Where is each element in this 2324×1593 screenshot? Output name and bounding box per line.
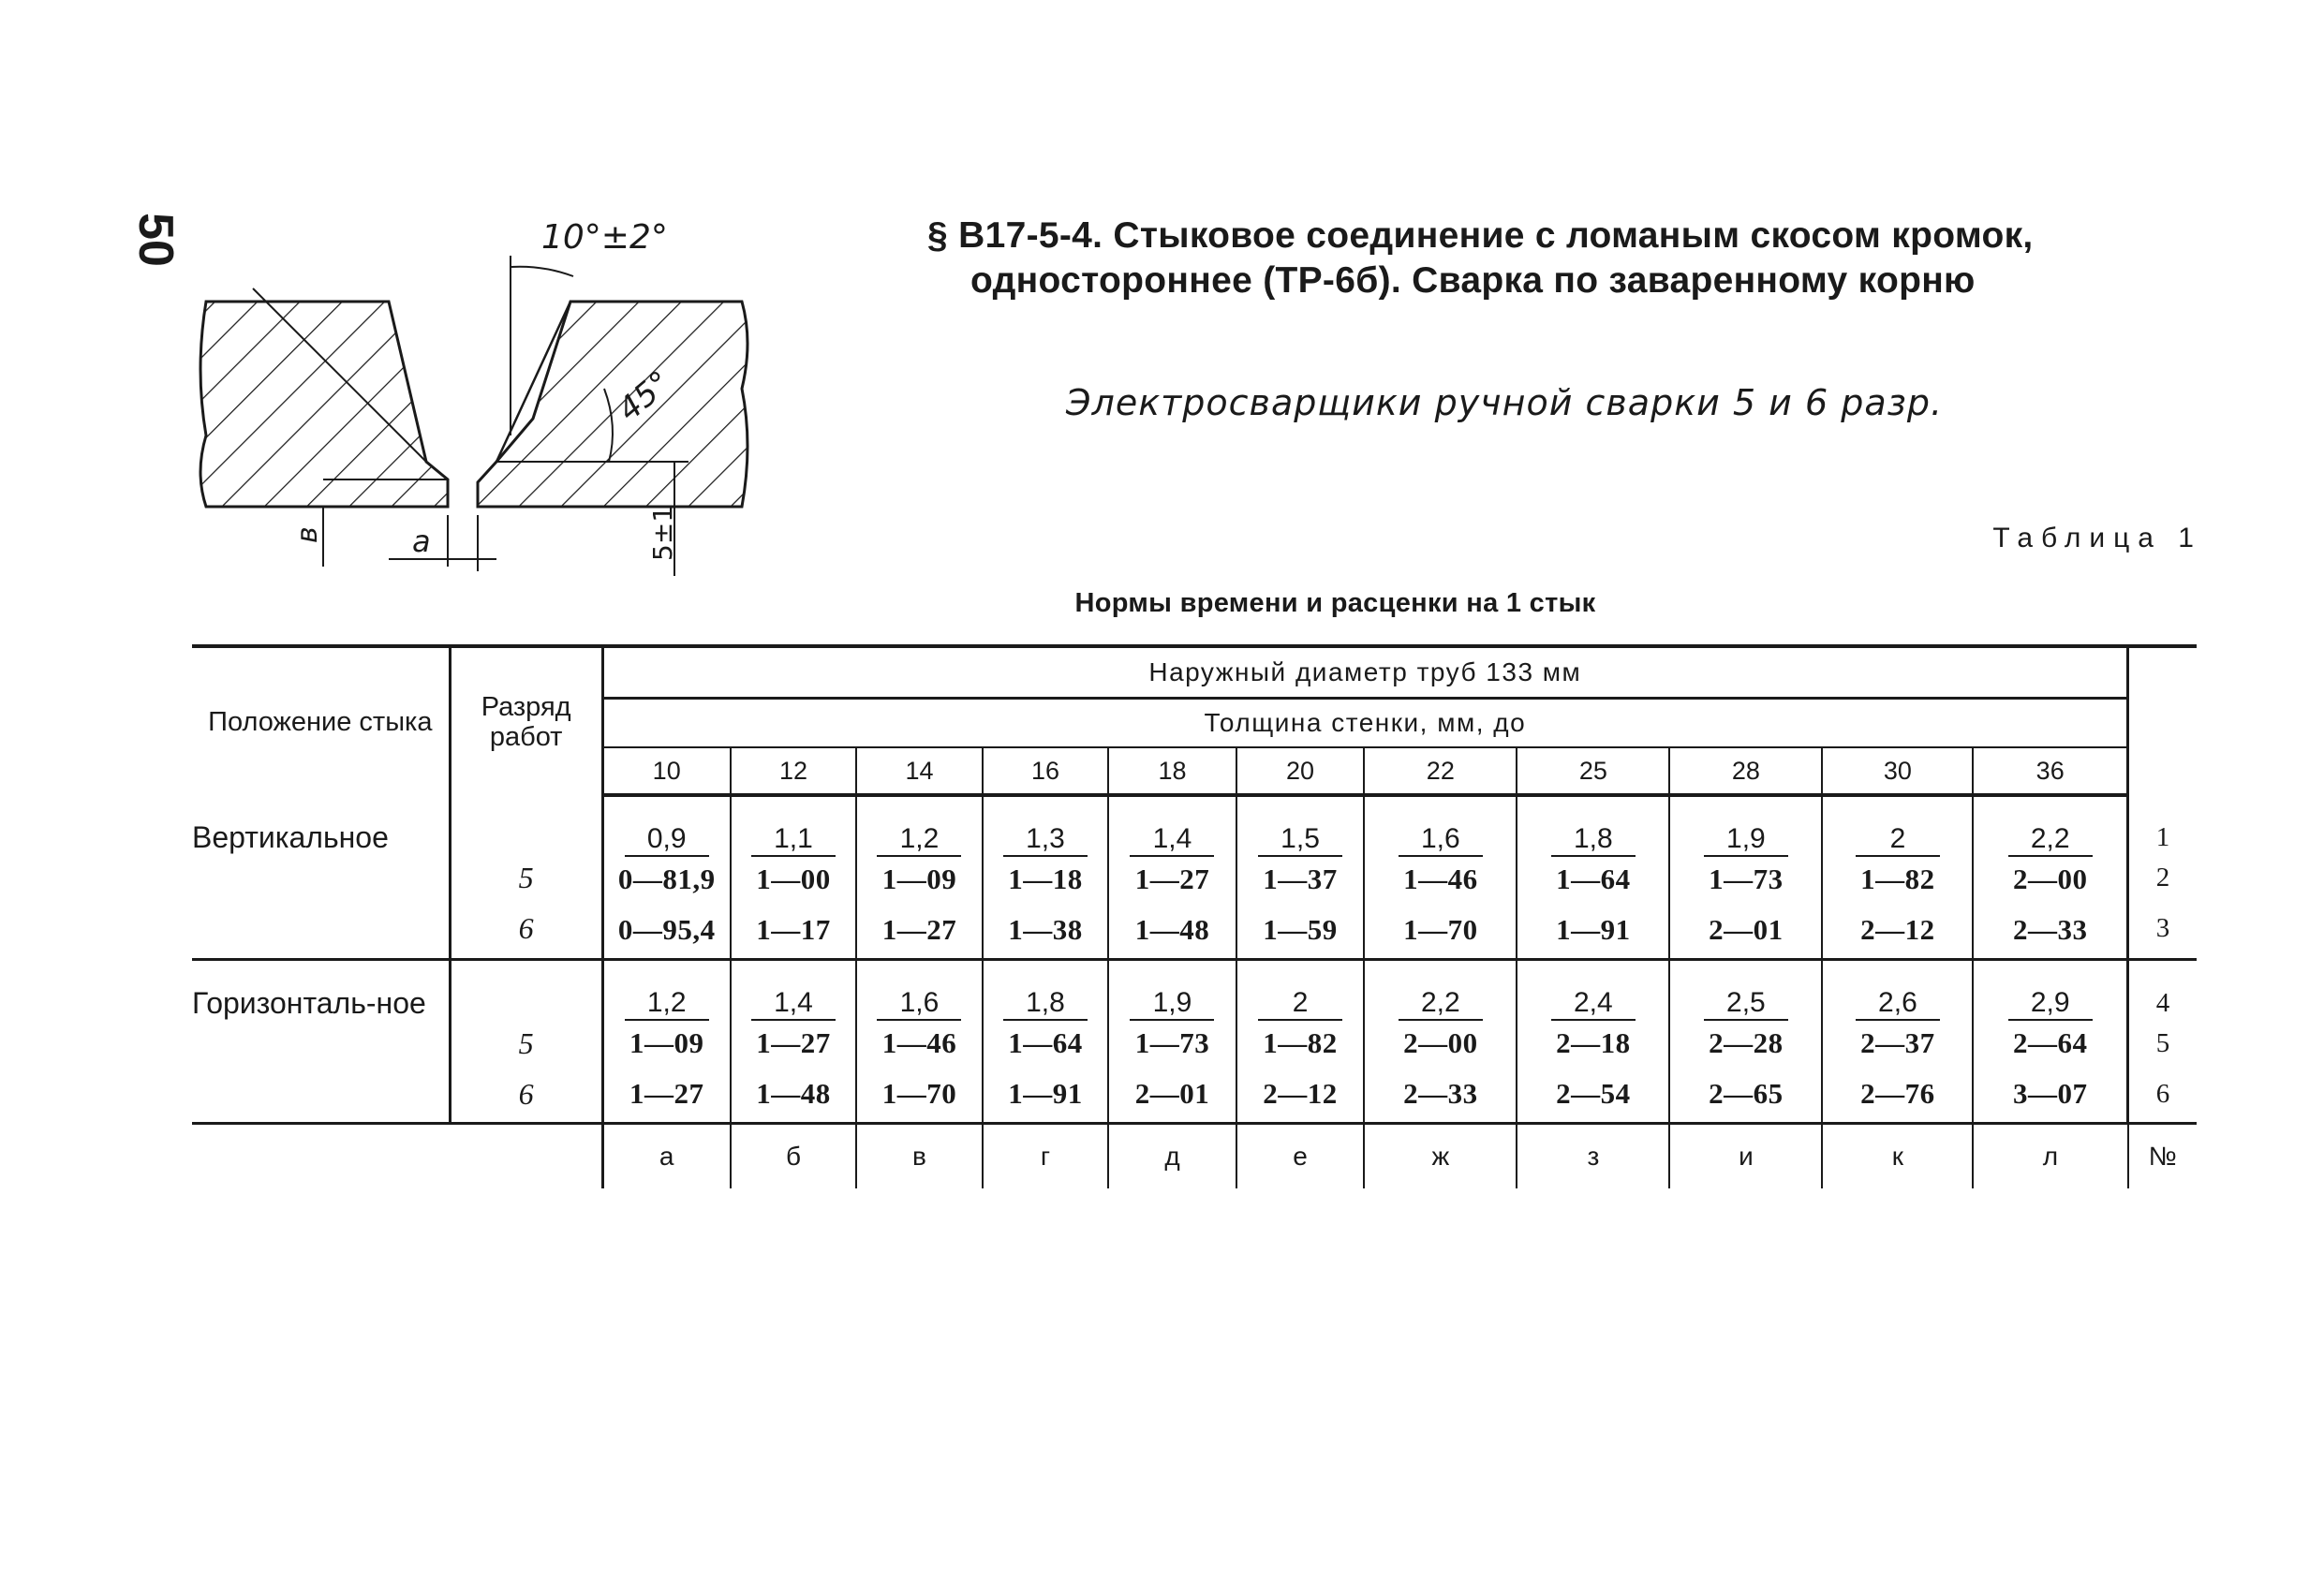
row-number: 2 <box>2155 863 2170 892</box>
thickness-cell: 22 <box>1364 747 1517 795</box>
razr-value: 5 <box>518 861 534 894</box>
time-norm: 2,9 <box>2008 987 2093 1021</box>
letters-row <box>192 1124 2197 1189</box>
header-razr: Разряд работ <box>450 646 602 795</box>
left-plate <box>200 302 448 507</box>
value-cell <box>1108 795 1236 960</box>
value-cell <box>1108 960 1236 1124</box>
row-numbers <box>2128 960 2198 1124</box>
price-razr-5: 1—27 <box>1134 863 1210 895</box>
header-position: Положение стыка <box>192 646 450 795</box>
thickness-cell: 10 <box>602 747 731 795</box>
table-label: Таблица 1 <box>1992 523 2202 553</box>
position-label: Горизонталь-ное <box>192 986 426 1020</box>
position-cell <box>192 795 450 960</box>
value-cell <box>1822 795 1973 960</box>
price-razr-6: 1—48 <box>1134 913 1210 946</box>
price-razr-5: 1—82 <box>1860 863 1935 895</box>
row-number: 4 <box>2155 988 2170 1018</box>
value-cell <box>1517 960 1669 1124</box>
column-letter: г <box>983 1124 1109 1189</box>
time-norm: 1,2 <box>877 823 961 857</box>
angle-top-label: 10°±2° <box>541 218 668 257</box>
thickness-cell: 16 <box>983 747 1109 795</box>
row-number: 1 <box>2155 822 2170 852</box>
dim-a-label: а <box>412 524 431 559</box>
price-razr-6: 2—33 <box>1403 1077 1478 1110</box>
title-line-2: одностороннее (ТР-6б). Сварка по заваренному корню <box>970 260 1976 301</box>
price-razr-5: 1—18 <box>1008 863 1083 895</box>
thickness-cell: 12 <box>731 747 857 795</box>
value-cell <box>1822 960 1973 1124</box>
time-norm: 2,2 <box>1399 987 1483 1021</box>
price-razr-6: 3—07 <box>2012 1077 2088 1110</box>
value-cell <box>1669 795 1822 960</box>
header-diameter: Наружный диаметр труб 133 мм <box>602 646 2127 699</box>
time-norm: 1,6 <box>877 987 961 1021</box>
value-cell <box>602 795 731 960</box>
price-razr-5: 1—27 <box>756 1026 831 1059</box>
time-norm: 1,8 <box>1551 823 1636 857</box>
price-razr-6: 1—59 <box>1263 913 1338 946</box>
price-razr-5: 1—73 <box>1134 1026 1210 1059</box>
thickness-cell: 30 <box>1822 747 1973 795</box>
time-norm: 1,9 <box>1704 823 1788 857</box>
group-row <box>192 795 2197 960</box>
column-letter: ж <box>1364 1124 1517 1189</box>
price-razr-5: 2—18 <box>1556 1026 1631 1059</box>
time-norm: 2,5 <box>1704 987 1788 1021</box>
price-razr-6: 1—38 <box>1008 913 1083 946</box>
value-cell <box>983 960 1109 1124</box>
time-norm: 1,6 <box>1399 823 1483 857</box>
price-razr-6: 1—27 <box>629 1077 704 1110</box>
column-letter: з <box>1517 1124 1669 1189</box>
value-cell <box>1364 795 1517 960</box>
column-letter: к <box>1822 1124 1973 1189</box>
section-title <box>927 214 2164 303</box>
price-razr-5: 2—00 <box>2012 863 2088 895</box>
time-norm: 2 <box>1258 987 1342 1021</box>
price-razr-5: 1—37 <box>1263 863 1338 895</box>
header-thickness: Толщина стенки, мм, до <box>602 699 2127 748</box>
price-razr-6: 2—12 <box>1860 913 1935 946</box>
price-razr-6: 0—95,4 <box>617 913 716 946</box>
time-norm: 2,4 <box>1551 987 1636 1021</box>
page-number: 50 <box>128 213 183 267</box>
value-cell <box>1517 795 1669 960</box>
razr-value: 6 <box>518 1077 534 1111</box>
thickness-cell: 14 <box>856 747 983 795</box>
thickness-cell: 18 <box>1108 747 1236 795</box>
value-cell <box>731 795 857 960</box>
row-numbers <box>2128 795 2198 960</box>
price-razr-5: 1—64 <box>1556 863 1631 895</box>
time-norm: 1,9 <box>1130 987 1214 1021</box>
column-letter: а <box>602 1124 731 1189</box>
dim-root-label: 5±1 <box>647 505 678 561</box>
title-line-1: § В17-5-4. Стыковое соединение с ломаным скосом кромок, <box>927 215 2034 256</box>
number-sign: № <box>2128 1124 2198 1189</box>
dim-b-label: в <box>291 526 324 543</box>
value-cell <box>602 960 731 1124</box>
thickness-cell: 25 <box>1517 747 1669 795</box>
price-razr-5: 2—37 <box>1860 1026 1935 1059</box>
time-norm: 1,2 <box>625 987 709 1021</box>
header-blank <box>2128 646 2198 795</box>
column-letter: в <box>856 1124 983 1189</box>
time-norm: 1,8 <box>1003 987 1088 1021</box>
column-letter: б <box>731 1124 857 1189</box>
razr-value: 5 <box>518 1026 534 1060</box>
workers-subtitle: Электросварщики ручной сварки 5 и 6 разр. <box>1066 382 1944 423</box>
row-number: 5 <box>2155 1028 2170 1058</box>
time-norm: 2,2 <box>2008 823 2093 857</box>
norms-table <box>192 644 2197 1188</box>
table-caption: Нормы времени и расценки на 1 стык <box>1074 588 1596 618</box>
razr-cell <box>450 795 602 960</box>
price-razr-6: 1—91 <box>1556 913 1631 946</box>
time-norm: 1,4 <box>751 987 836 1021</box>
price-razr-5: 0—81,9 <box>617 863 716 895</box>
price-razr-6: 2—65 <box>1709 1077 1784 1110</box>
value-cell <box>731 960 857 1124</box>
angle-bevel-label: 45° <box>611 363 679 429</box>
group-row <box>192 960 2197 1124</box>
value-cell <box>856 795 983 960</box>
price-razr-6: 1—70 <box>881 1077 957 1110</box>
value-cell <box>1236 795 1365 960</box>
price-razr-6: 2—01 <box>1134 1077 1210 1110</box>
price-razr-6: 2—12 <box>1263 1077 1338 1110</box>
value-cell <box>1236 960 1365 1124</box>
time-norm: 1,4 <box>1130 823 1214 857</box>
price-razr-6: 1—17 <box>756 913 831 946</box>
column-letter: д <box>1108 1124 1236 1189</box>
position-label: Вертикальное <box>192 820 389 854</box>
price-razr-5: 1—82 <box>1263 1026 1338 1059</box>
time-norm: 2,6 <box>1856 987 1940 1021</box>
column-letter: е <box>1236 1124 1365 1189</box>
price-razr-6: 2—33 <box>2012 913 2088 946</box>
razr-cell <box>450 960 602 1124</box>
price-razr-6: 1—91 <box>1008 1077 1083 1110</box>
value-cell <box>983 795 1109 960</box>
price-razr-5: 2—00 <box>1403 1026 1478 1059</box>
time-norm: 1,3 <box>1003 823 1088 857</box>
price-razr-6: 1—48 <box>756 1077 831 1110</box>
position-cell <box>192 960 450 1124</box>
price-razr-5: 1—46 <box>881 1026 957 1059</box>
price-razr-5: 1—46 <box>1403 863 1478 895</box>
value-cell <box>1973 960 2127 1124</box>
price-razr-6: 1—27 <box>881 913 957 946</box>
joint-drawing <box>187 201 768 595</box>
price-razr-6: 1—70 <box>1403 913 1478 946</box>
price-razr-6: 2—01 <box>1709 913 1784 946</box>
row-number: 3 <box>2155 913 2170 943</box>
row-number: 6 <box>2155 1079 2170 1109</box>
price-razr-5: 2—64 <box>2012 1026 2088 1059</box>
price-razr-5: 1—73 <box>1709 863 1784 895</box>
time-norm: 1,5 <box>1258 823 1342 857</box>
price-razr-6: 2—76 <box>1860 1077 1935 1110</box>
price-razr-5: 1—00 <box>756 863 831 895</box>
column-letter: л <box>1973 1124 2127 1189</box>
time-norm: 2 <box>1856 823 1940 857</box>
value-cell <box>856 960 983 1124</box>
value-cell <box>1669 960 1822 1124</box>
thickness-cell: 28 <box>1669 747 1822 795</box>
price-razr-5: 1—09 <box>881 863 957 895</box>
value-cell <box>1973 795 2127 960</box>
price-razr-5: 2—28 <box>1709 1026 1784 1059</box>
thickness-cell: 36 <box>1973 747 2127 795</box>
column-letter: и <box>1669 1124 1822 1189</box>
time-norm: 1,1 <box>751 823 836 857</box>
right-plate <box>478 302 748 507</box>
value-cell <box>1364 960 1517 1124</box>
price-razr-5: 1—09 <box>629 1026 704 1059</box>
price-razr-6: 2—54 <box>1556 1077 1631 1110</box>
price-razr-5: 1—64 <box>1008 1026 1083 1059</box>
razr-value: 6 <box>518 911 534 945</box>
time-norm: 0,9 <box>625 823 709 857</box>
thickness-cell: 20 <box>1236 747 1365 795</box>
